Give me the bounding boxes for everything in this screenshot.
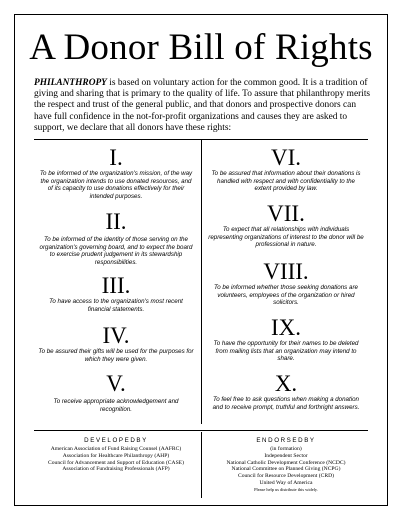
- right-text-3: To have access to the organization's most recent financial statements.: [49, 298, 183, 313]
- endorsed-by-org: (in formation): [270, 446, 302, 452]
- distribution-note: Please help us distribute this widely.: [254, 486, 318, 492]
- right-numeral-1: I.: [109, 145, 123, 170]
- page-title: A Donor Bill of Rights: [29, 27, 373, 68]
- developed-by-org: Association of Fundraising Professionals (AFP): [62, 466, 170, 473]
- right-numeral-3: III.: [101, 273, 131, 298]
- right-numeral-10: X.: [274, 371, 298, 396]
- right-text-8: To be informed whether those seeking donations are volunteers, employees of the organization or hired solicitors.: [214, 284, 358, 307]
- right-text-7: To expect that all relationships with individuals representing organizations of interest to the donor will be professional in nature.: [208, 226, 364, 249]
- bottom-divider: [34, 430, 368, 431]
- right-numeral-7: VII.: [267, 201, 305, 226]
- endorsed-by-org: Independent Sector: [264, 452, 308, 459]
- endorsed-by-heading: ENDORSEDBY: [256, 437, 316, 444]
- right-numeral-4: IV.: [102, 323, 130, 348]
- developed-by-list: [34, 446, 198, 473]
- right-text-9: To have the opportunity for their names to be deleted from mailing lists that an organization may intend to share.: [213, 340, 359, 363]
- endorsed-by-org: National Catholic Development Conference (NCDC): [226, 459, 346, 466]
- developed-by-org: American Association of Fund Raising Counsel (AAFRC): [50, 446, 182, 452]
- endorsed-by-org: United Way of America: [259, 479, 313, 486]
- right-text-6: To be assured that information about their donations is handled with respect and with confidentiality to the extent provided by law.: [211, 170, 361, 193]
- right-numeral-8: VIII.: [263, 259, 309, 284]
- intro-lead-word: PHILANTHROPY: [34, 78, 107, 88]
- developed-by-org: Association for Healthcare Philanthropy (AHP): [62, 452, 170, 459]
- intro-text: is based on voluntary action for the common good. It is a tradition of giving and sharing that is primary to the quality of life. To assure that philanthropy merits the respect and trust of the general public, and that donors and prospective donors can have full confidence in the not-for-profit organizations and causes they are asked to support, we declare that all donors have these rights:: [34, 78, 371, 133]
- intro-paragraph: [34, 78, 372, 134]
- right-text-2: To be informed of the identity of those serving on the organization's governing board, and to expect the board to exercise prudent judgement in its stewardship responsibilities.: [39, 236, 193, 266]
- endorsed-by-org: National Committee on Planned Giving (NCPG): [231, 466, 341, 473]
- right-text-10: To feel free to ask questions when making a donation and to receive prompt, truthful and forthright answers.: [212, 396, 360, 411]
- right-numeral-2: II.: [105, 209, 127, 234]
- column-divider: [201, 140, 202, 424]
- right-numeral-9: IX.: [270, 315, 302, 340]
- endorsed-by-list: [204, 446, 368, 494]
- right-text-1: To be informed of the organization's mission, of the way the organization intends to use donated resources, and of its capacity to use donations effectively for their intended purposes.: [39, 170, 193, 200]
- endorsed-by-org: Council for Resource Development (CRD): [237, 473, 334, 480]
- developed-by-org: Council for Advancement and Support of Education (CASE): [48, 459, 184, 466]
- developed-by-heading: DEVELOPEDBY: [84, 437, 148, 444]
- right-numeral-5: V.: [106, 371, 126, 396]
- right-numeral-6: VI.: [270, 145, 302, 170]
- right-text-5: To receive appropriate acknowledgement and recognition.: [53, 398, 179, 413]
- right-text-4: To be assured their gifts will be used for the purposes for which they were given.: [38, 348, 194, 363]
- footer-divider: [201, 432, 202, 498]
